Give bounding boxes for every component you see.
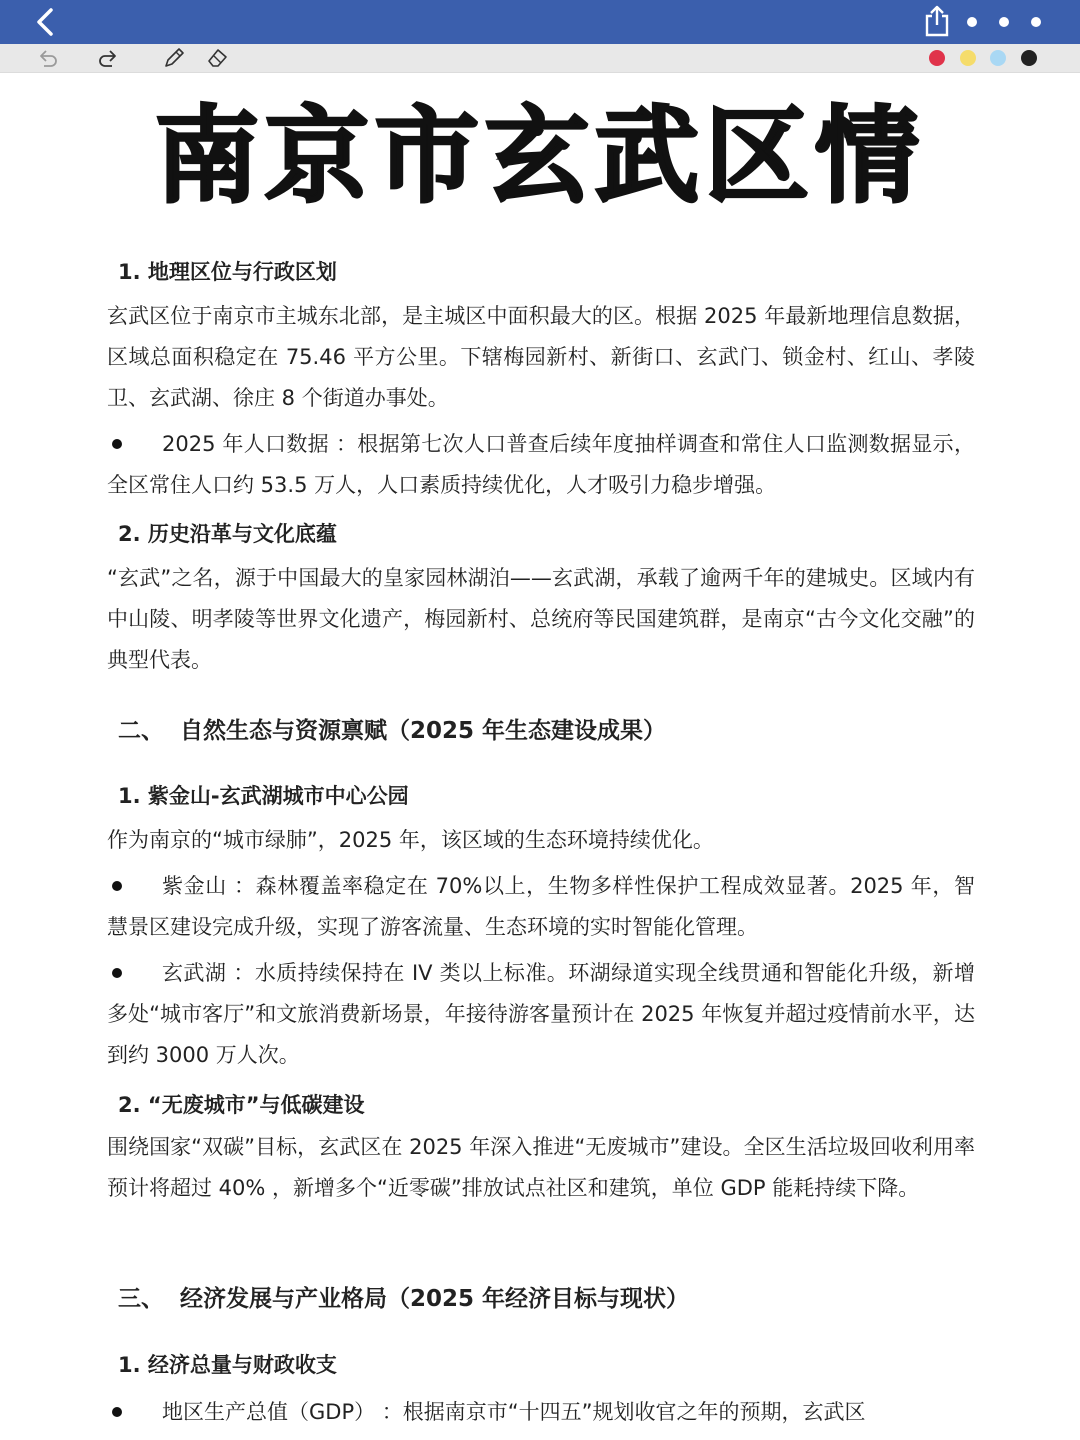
bullet-paragraph: 2025 年人口数据 ：根据第七次人口普查后续年度抽样调查和常住人口监测数据显示，全区常住人口约 53.5 万人，人口素质持续优化，人才吸引力稳步增强。 bbox=[107, 432, 975, 497]
chapter-title: 自然生态与资源禀赋（2025 年生态建设成果） bbox=[180, 718, 667, 744]
section-heading: 1. 经济总量与财政收支 bbox=[118, 1353, 337, 1377]
eraser-icon[interactable] bbox=[206, 47, 230, 69]
more-icon[interactable] bbox=[962, 14, 1046, 30]
bullet-paragraph: 紫金山 ：森林覆盖率稳定在 70%以上，生物多样性保护工程成效显著。2025 年，智慧景区建设完成升级，实现了游客流量、生态环境的实时智能化管理。 bbox=[107, 874, 975, 939]
share-icon[interactable] bbox=[922, 4, 952, 38]
color-blue-swatch[interactable] bbox=[990, 50, 1006, 66]
paragraph: “玄武”之名，源于中国最大的皇家园林湖泊——玄武湖，承载了逾两千年的建城史。区域内有中山陵、明孝陵等世界文化遗产，梅园新村、总统府等民国建筑群，是南京“古今文化交融”的典型代表。 bbox=[107, 566, 975, 672]
annotation-toolbar bbox=[0, 44, 1080, 73]
bullet-paragraph: 地区生产总值（GDP） ：根据南京市“十四五”规划收官之年的预期，玄武区 bbox=[162, 1400, 866, 1424]
paragraph: 玄武区位于南京市主城东北部，是主城区中面积最大的区。根据 2025 年最新地理信息数据，区域总面积稳定在 75.46 平方公里。下辖梅园新村、新街口、玄武门、锁金村、红山、孝陵卫、玄武湖、徐庄 8 个街道办事处。 bbox=[107, 304, 975, 410]
paragraph: 围绕国家“双碳”目标，玄武区在 2025 年深入推进“无废城市”建设。全区生活垃圾回收利用率预计将超过 40% ，新增多个“近零碳”排放试点社区和建筑，单位 GDP 能耗持续下降。 bbox=[107, 1135, 975, 1200]
color-yellow-swatch[interactable] bbox=[960, 50, 976, 66]
undo-icon[interactable] bbox=[36, 47, 60, 69]
page-title: 南京市玄武区情 bbox=[154, 95, 925, 217]
color-black-swatch[interactable] bbox=[1021, 50, 1037, 66]
chapter-heading bbox=[118, 1280, 689, 1313]
pen-icon[interactable] bbox=[162, 47, 186, 69]
bullet-paragraph: 玄武湖 ：水质持续保持在 IV 类以上标准。环湖绿道实现全线贯通和智能化升级，新增多处“城市客厅”和文旅消费新场景，年接待游客量预计在 2025 年恢复并超过疫情前水平，达到约 3000 万人次。 bbox=[107, 961, 975, 1067]
chapter-heading bbox=[118, 712, 666, 745]
section-heading: 2. 历史沿革与文化底蕴 bbox=[118, 522, 337, 546]
chapter-number: 三、 bbox=[118, 1286, 164, 1312]
section-heading: 1. 紫金山-玄武湖城市中心公园 bbox=[118, 784, 409, 808]
document-page bbox=[0, 72, 1080, 1440]
section-heading: 1. 地理区位与行政区划 bbox=[118, 260, 337, 284]
paragraph: 作为南京的“城市绿肺”，2025 年，该区域的生态环境持续优化。 bbox=[107, 828, 714, 852]
section-heading: 2. “无废城市”与低碳建设 bbox=[118, 1093, 365, 1117]
color-red-swatch[interactable] bbox=[929, 50, 945, 66]
chapter-title: 经济发展与产业格局（2025 年经济目标与现状） bbox=[180, 1286, 690, 1312]
nav-bar bbox=[0, 0, 1080, 44]
chapter-number: 二、 bbox=[118, 718, 164, 744]
back-icon[interactable] bbox=[30, 6, 62, 38]
redo-icon[interactable] bbox=[96, 47, 120, 69]
